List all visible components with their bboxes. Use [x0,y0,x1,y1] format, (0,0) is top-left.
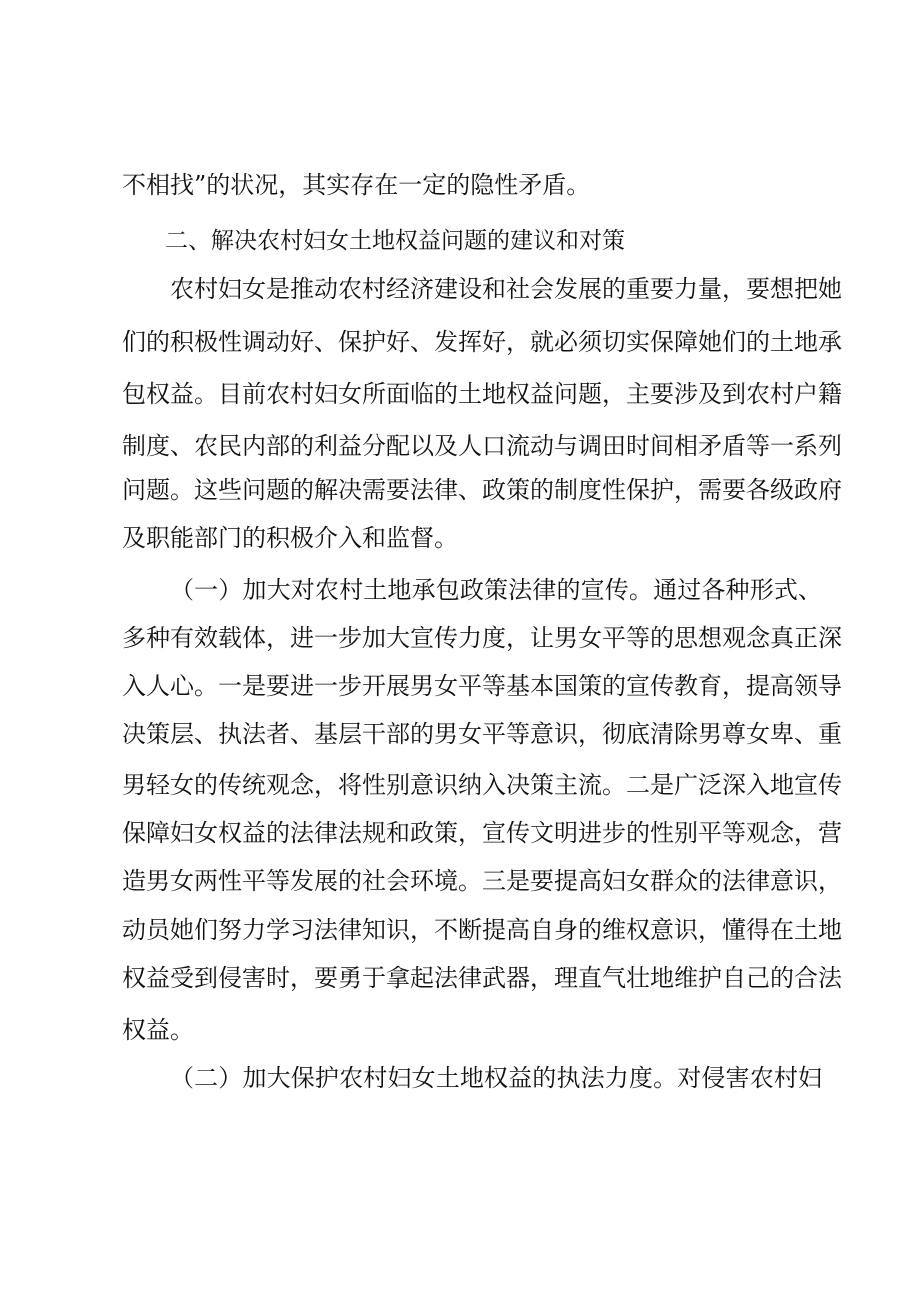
paragraph-line: 们的积极性调动好、保护好、发挥好，就必须切实保障她们的土地承 [122,328,842,356]
paragraph-line: 男轻女的传统观念，将性别意识纳入决策主流。二是广泛深入地宣传 [122,771,842,799]
paragraph-line: 不相找”的状况，其实存在一定的隐性矛盾。 [122,171,591,199]
paragraph-line: 制度、农民内部的利益分配以及人口流动与调田时间相矛盾等一系列 [122,432,842,460]
paragraph-line: （二）加大保护农村妇女土地权益的执法力度。对侵害农村妇 [170,1064,822,1092]
paragraph-line: 动员她们努力学习法律知识，不断提高自身的维权意识，懂得在土地 [122,916,842,944]
paragraph-line: 决策层、执法者、基层干部的男女平等意识，彻底清除男尊女卑、重 [122,720,842,748]
paragraph-line: 问题。这些问题的解决需要法律、政策的制度性保护，需要各级政府 [122,476,842,504]
paragraph-line: 权益受到侵害时，要勇于拿起法律武器，理直气壮地维护自己的合法 [122,964,842,992]
paragraph-line: 保障妇女权益的法律法规和政策，宣传文明进步的性别平等观念，营 [122,819,842,847]
paragraph-line: 包权益。目前农村妇女所面临的土地权益问题，主要涉及到农村户籍 [122,380,842,408]
paragraph-line: 造男女两性平等发展的社会环境。三是要提高妇女群众的法律意识， [122,867,842,895]
paragraph-line: 农村妇女是推动农村经济建设和社会发展的重要力量，要想把她 [170,275,842,303]
paragraph-line: 权益。 [122,1016,194,1044]
paragraph-line: 入人心。一是要进一步开展男女平等基本国策的宣传教育，提高领导 [122,672,842,700]
paragraph-line: （一）加大对农村土地承包政策法律的宣传。通过各种形式、 [170,576,822,604]
paragraph-line: 及职能部门的积极介入和监督。 [122,524,458,552]
paragraph-line: 多种有效载体，进一步加大宣传力度，让男女平等的思想观念真正深 [122,624,842,652]
section-heading: 二、解决农村妇女土地权益问题的建议和对策 [165,228,625,254]
